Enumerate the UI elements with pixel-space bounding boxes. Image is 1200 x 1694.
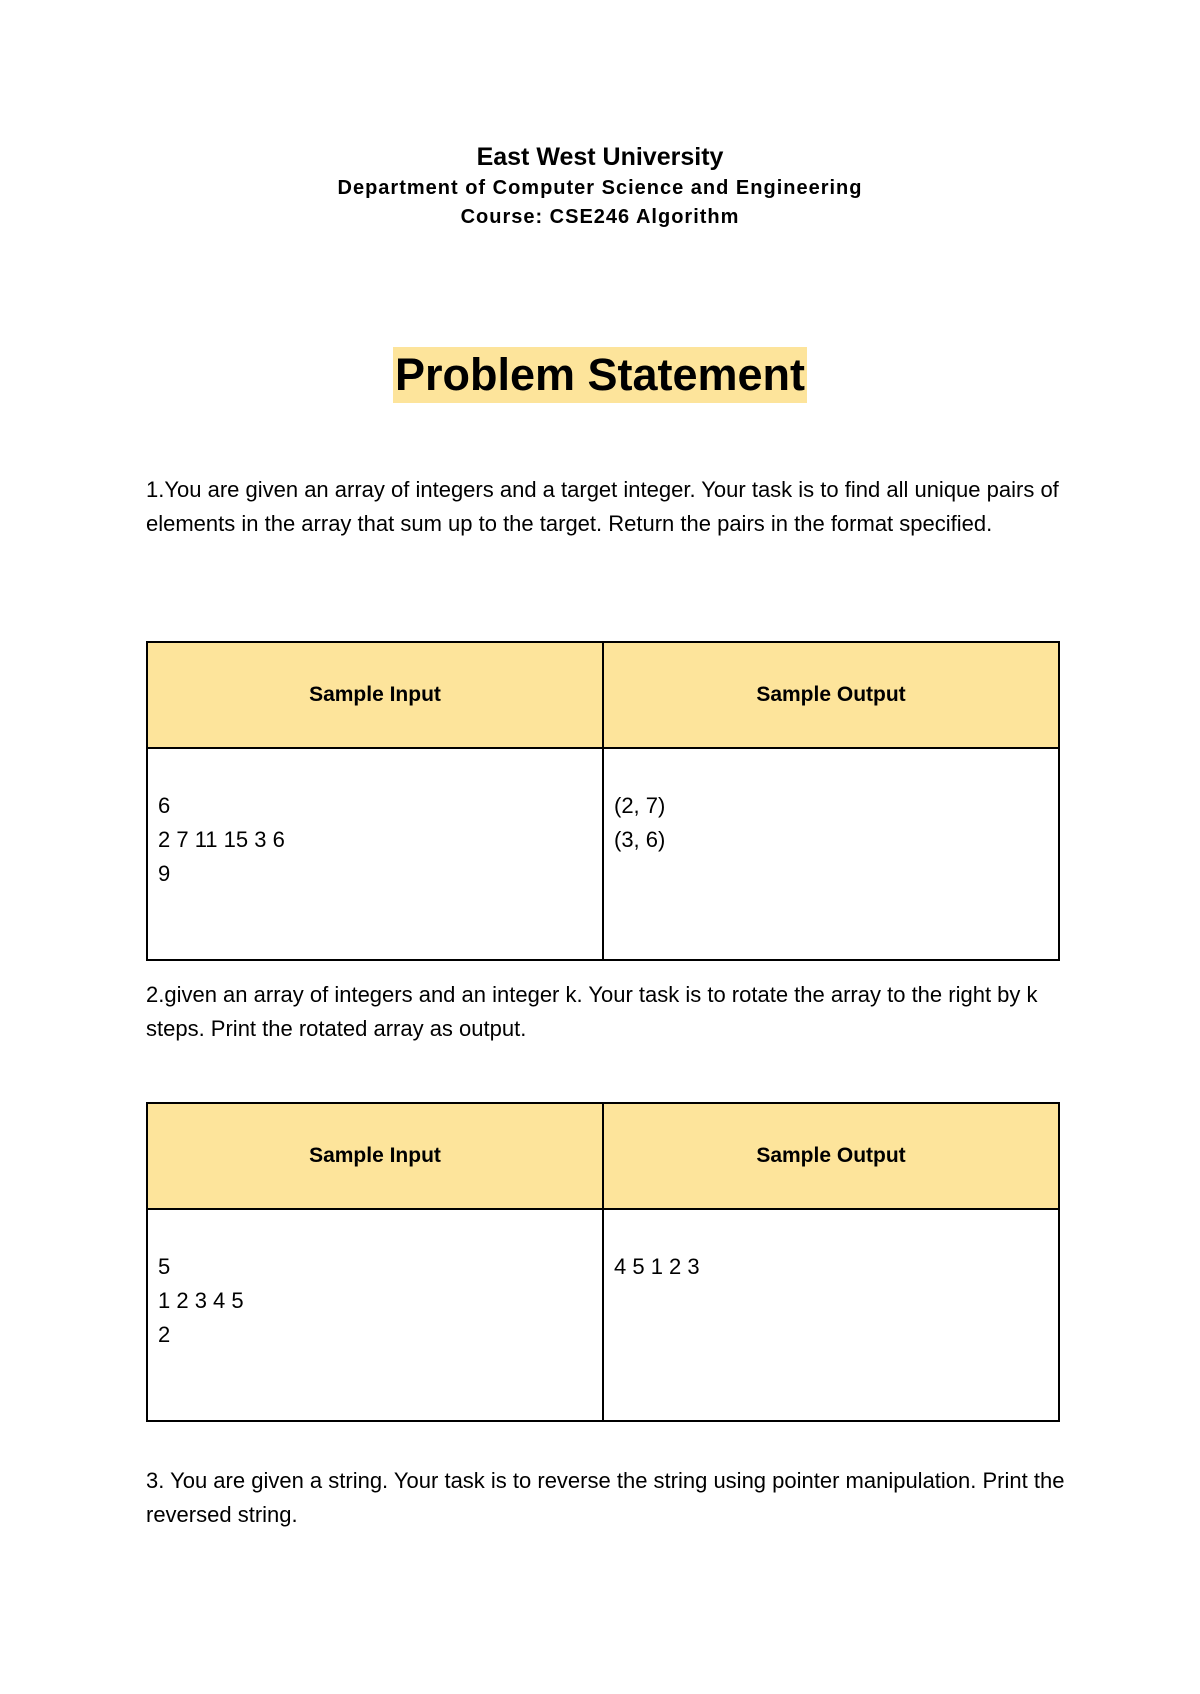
title-wrapper xyxy=(0,347,1200,403)
table-row xyxy=(147,748,1059,960)
sample-input-line: 9 xyxy=(158,861,171,886)
table-header-row xyxy=(147,642,1059,748)
department-name: Department of Computer Science and Engineering xyxy=(337,177,863,199)
sample-output-line: 4 5 1 2 3 xyxy=(614,1254,700,1279)
sample-output-cell xyxy=(603,1209,1059,1421)
document-header xyxy=(0,140,1200,232)
problem-1-sample-table xyxy=(146,641,1060,961)
problem-2-sample-table xyxy=(146,1102,1060,1422)
sample-output-header: Sample Output xyxy=(603,642,1059,748)
problem-1-statement: 1.You are given an array of integers and a target integer. Your task is to find all unique pairs of elements in the array that sum up to the target. Return the pairs in the format specified. xyxy=(146,477,1059,536)
sample-output-line: (3, 6) xyxy=(614,827,666,852)
sample-input-line: 6 xyxy=(158,793,171,818)
sample-input-cell xyxy=(147,1209,603,1421)
sample-output-cell xyxy=(603,748,1059,960)
table-row xyxy=(147,1209,1059,1421)
page-title: Problem Statement xyxy=(393,347,807,403)
sample-input-header: Sample Input xyxy=(147,1103,603,1209)
sample-input-cell xyxy=(147,748,603,960)
sample-output-header: Sample Output xyxy=(603,1103,1059,1209)
sample-input-line: 5 xyxy=(158,1254,171,1279)
sample-input-line: 1 2 3 4 5 xyxy=(158,1288,244,1313)
university-name: East West University xyxy=(476,143,724,171)
sample-input-header: Sample Input xyxy=(147,642,603,748)
table-header-row xyxy=(147,1103,1059,1209)
sample-input-line: 2 xyxy=(158,1322,171,1347)
course-name: Course: CSE246 Algorithm xyxy=(460,206,740,228)
sample-output-line: (2, 7) xyxy=(614,793,666,818)
sample-input-line: 2 7 11 15 3 6 xyxy=(158,827,285,852)
problem-2-statement: 2.given an array of integers and an integer k. Your task is to rotate the array to the right by k steps. Print the rotated array as output. xyxy=(146,982,1038,1041)
problem-3-statement: 3. You are given a string. Your task is to reverse the string using pointer manipulation. Print the reversed string. xyxy=(146,1468,1065,1527)
